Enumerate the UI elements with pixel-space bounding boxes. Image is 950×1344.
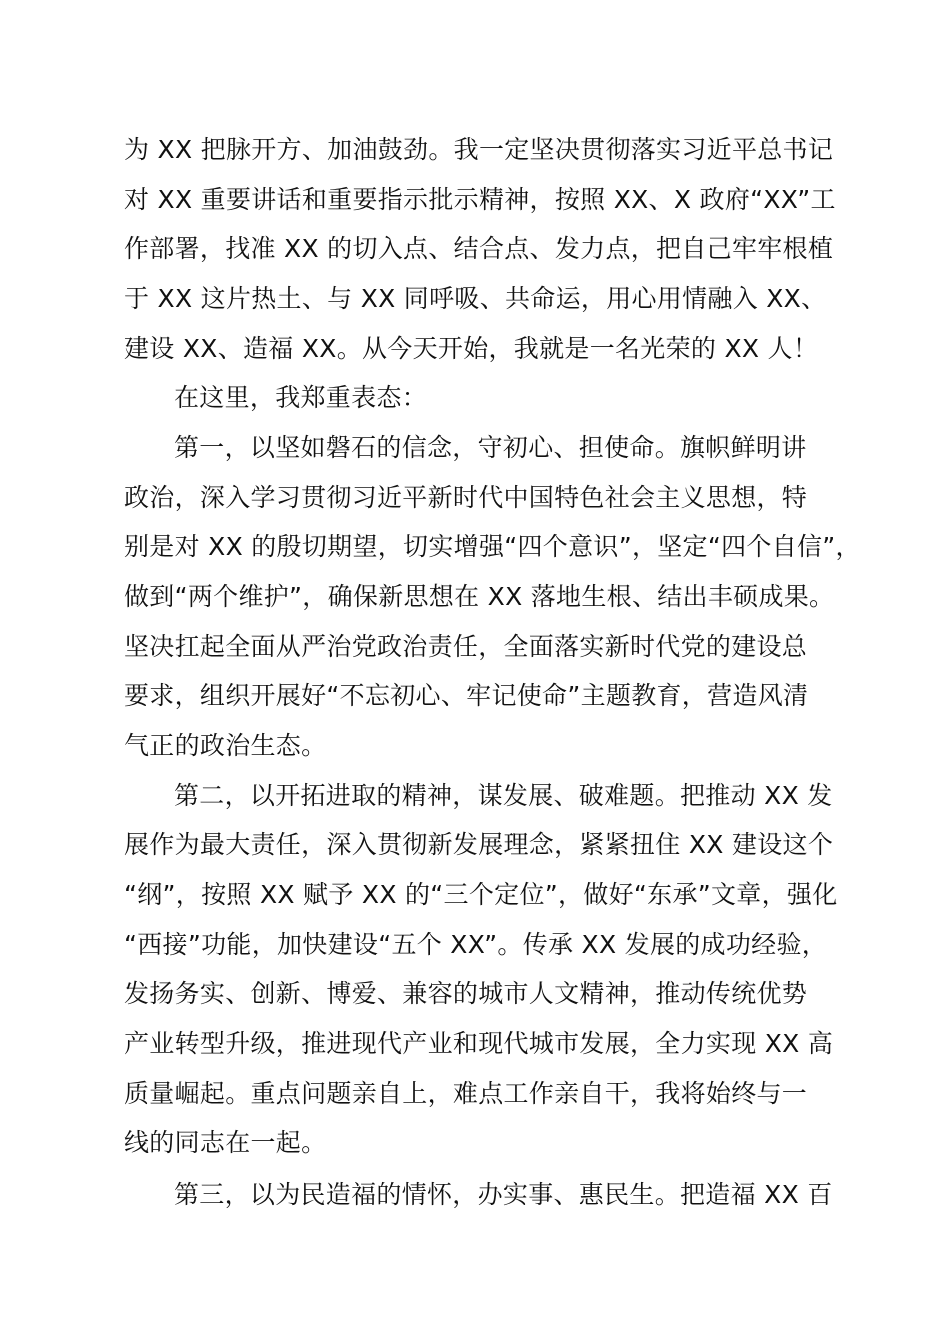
paragraph-first-line: 第三，以为民造福的情怀，办实事、惠民生。把造福 XX 百 [174, 1180, 833, 1209]
text-line: 对 XX 重要讲话和重要指示批示精神，按照 XX、X 政府“XX”工 [124, 185, 836, 214]
text-line: 于 XX 这片热土、与 XX 同呼吸、共命运，用心用情融入 XX、 [124, 284, 827, 313]
text-line: 坚决扛起全面从严治党政治责任，全面落实新时代党的建设总 [124, 632, 808, 661]
text-line: 政治，深入学习贯彻习近平新时代中国特色社会主义思想，特 [124, 483, 808, 512]
text-line: 气正的政治生态。 [124, 731, 327, 760]
text-line: 要求，组织开展好“不忘初心、牢记使命”主题教育，营造风清 [124, 681, 809, 710]
text-line: 建设 XX、造福 XX。从今天开始，我就是一名光荣的 XX 人！ [124, 334, 819, 363]
text-line: “西接”功能，加快建设“五个 XX”。传承 XX 发展的成功经验， [124, 930, 828, 959]
text-line: 质量崛起。重点问题亲自上，难点工作亲自干，我将始终与一 [124, 1079, 808, 1108]
text-line: 做到“两个维护”，确保新思想在 XX 落地生根、结出丰硕成果。 [124, 582, 835, 611]
text-line: 别是对 XX 的殷切期望，切实增强“四个意识”，坚定“四个自信”， [124, 532, 861, 561]
text-line: 线的同志在一起。 [124, 1128, 327, 1157]
paragraph-first-line: 第一，以坚如磐石的信念，守初心、担使命。旗帜鲜明讲 [174, 433, 807, 462]
text-line: 展作为最大责任，深入贯彻新发展理念，紧紧扭住 XX 建设这个 [124, 830, 834, 859]
text-line: 为 XX 把脉开方、加油鼓劲。我一定坚决贯彻落实习近平总书记 [124, 135, 834, 164]
text-line: 在这里，我郑重表态： [174, 383, 428, 412]
paragraph-first-line: 第二，以开拓进取的精神，谋发展、破难题。把推动 XX 发 [174, 781, 833, 810]
text-line: 作部署，找准 XX 的切入点、结合点、发力点，把自己牢牢根植 [124, 234, 834, 263]
text-line: 产业转型升级，推进现代产业和现代城市发展，全力实现 XX 高 [124, 1029, 834, 1058]
text-line: “纲”，按照 XX 赋予 XX 的“三个定位”，做好“东承”文章，强化 [124, 880, 838, 909]
text-line: 发扬务实、创新、博爱、兼容的城市人文精神，推动传统优势 [124, 979, 808, 1008]
